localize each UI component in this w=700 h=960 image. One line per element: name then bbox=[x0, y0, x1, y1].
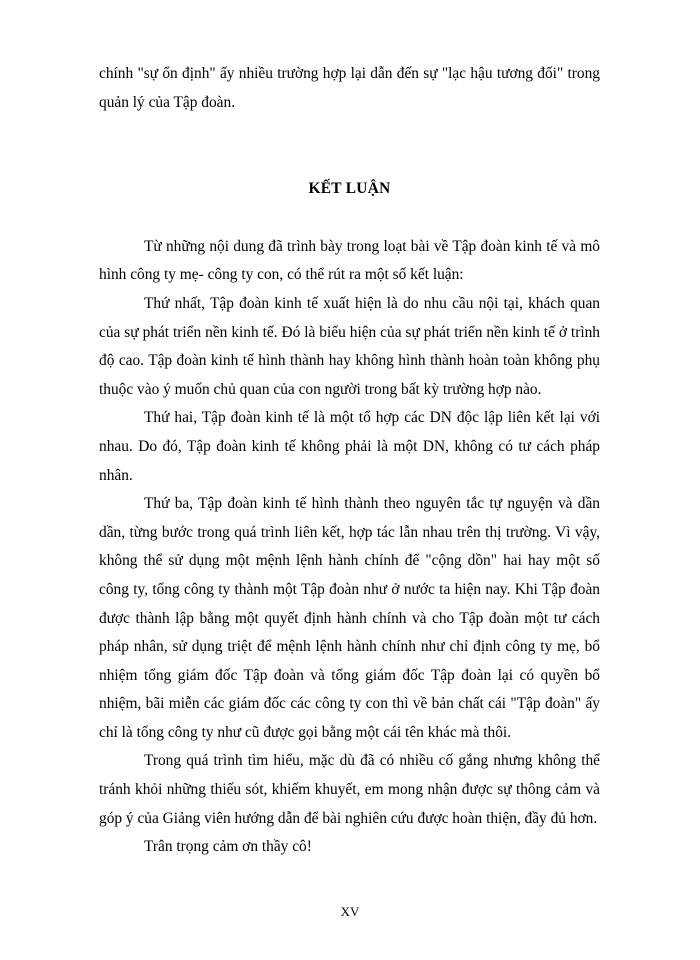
continuation-paragraph: chính "sự ổn định" ấy nhiều trường hợp lại dẫn đến sự "lạc hậu tương đối" trong quản lý của Tập đoàn. bbox=[99, 65, 600, 111]
first-conclusion-paragraph: Thứ nhất, Tập đoàn kinh tế xuất hiện là do nhu cầu nội tại, khách quan của sự phát triển nền kinh tế. Đó là biểu hiện của sự phát triển nền kinh tế ở trình độ cao. Tập đoàn kinh tế hình thành hay không hình thành hoàn toàn không phụ thuộc vào ý muốn chủ quan của con người trong bất kỳ trường hợp nào. bbox=[99, 294, 600, 398]
intro-paragraph: Từ những nội dung đã trình bày trong loạt bài về Tập đoàn kinh tế và mô hình công ty mẹ- công ty con, có thể rút ra một số kết luận: bbox=[99, 237, 600, 284]
page-number: XV bbox=[340, 904, 360, 919]
closing-paragraph: Trong quá trình tìm hiểu, mặc dù đã có nhiều cố gắng nhưng không thể tránh khỏi những thiếu sót, khiếm khuyết, em mong nhận được sự thông cảm và góp ý của Giảng viên hướng dẫn để bài nghiên cứu được hoàn thiện, đầy đủ hơn. bbox=[99, 752, 600, 827]
conclusion-heading: KẾT LUẬN bbox=[308, 180, 391, 198]
thanks-line: Trân trọng cảm ơn thầy cô! bbox=[144, 838, 312, 856]
second-conclusion-paragraph: Thứ hai, Tập đoàn kinh tế là một tổ hợp các DN độc lập liên kết lại với nhau. Do đó, Tập đoàn kinh tế không phải là một DN, không có tư cách pháp nhân. bbox=[99, 409, 600, 484]
third-conclusion-paragraph: Thứ ba, Tập đoàn kinh tế hình thành theo nguyên tắc tự nguyện và dần dần, từng bước trong quá trình liên kết, hợp tác lẫn nhau trên thị trường. Vì vậy, không thể sử dụng một mệnh lệnh hành chính để "cộng dồn" hai hay một số công ty, tổng công ty thành một Tập đoàn như ở nước ta hiện nay. Khi Tập đoàn được thành lập bằng một quyết định hành chính và cho Tập đoàn một tư cách pháp nhân, sử dụng triệt để mệnh lệnh hành chính như chỉ định công ty mẹ, bổ nhiệm tổng giám đốc Tập đoàn và tổng giám đốc Tập đoàn lại có quyền bổ nhiệm, bãi miễn các giám đốc các công ty con thì về bản chất cái "Tập đoàn" ấy chỉ là tổng công ty như cũ được gọi bằng một cái tên khác mà thôi. bbox=[99, 495, 600, 741]
page-content bbox=[99, 60, 600, 862]
